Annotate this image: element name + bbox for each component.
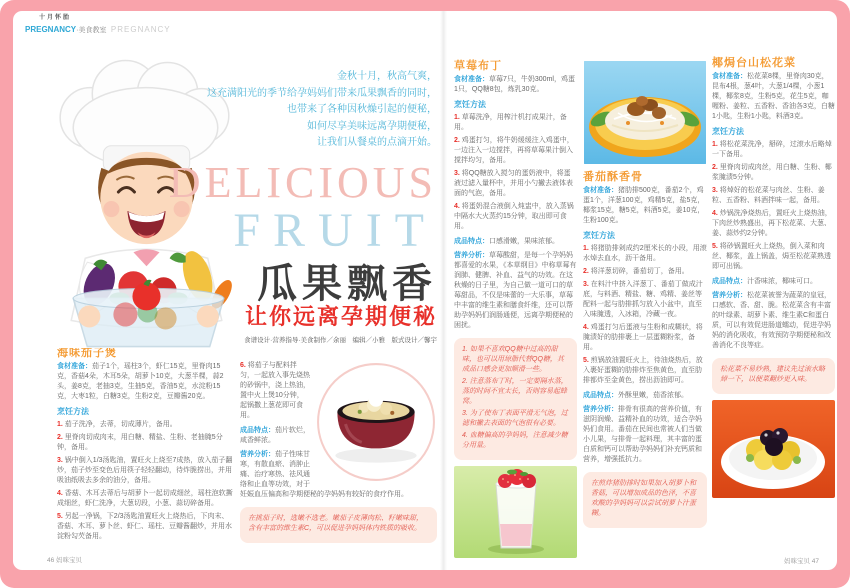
ingredients: 食材准备：草莓7只，牛奶300ml，鸡蛋1只，QQ糖8包，炼乳30克。	[454, 76, 575, 93]
recipe-step: 1. 将猪肋排剁成约2厘米长的小段，用滚水焯去血水，沥干备用。	[583, 245, 707, 262]
recipe-step: 3. 将QQ糖放入搅匀的蛋奶液中，将蛋液过滤入量杯中，并用小勺撇去液体表面的气泡，备用。	[454, 170, 573, 197]
header-section: ·美食教室	[76, 27, 107, 34]
title-chinese-sub: 让你远离孕期便秘	[244, 304, 437, 329]
tip-box: 在煎炸猪肋排时如果加入胡萝卜和香菇，可以增加成品的色泽，不喜欢酸的孕妈妈可以尝试胡萝卜汁蛋糊。	[583, 472, 707, 528]
recipe-step: 3. 锅中倒入1/3汤匙油，置旺火上烧至7成热，放入茄子翻炒，茄子炒至变色后用筷子轻轻翻动，待炸脆捞出，并用吸油纸吸去多余的油分，备用。	[57, 457, 233, 484]
intro-line: 如何尽享美味远离孕期便秘，	[307, 120, 437, 132]
recipe-step: 4. 香菇、木耳去蒂后与胡萝卜一起切成细丝，瑶柱泡软撕成细丝，虾仁洗净，大葱切段，小葱、蒜切碎备用。	[57, 490, 233, 507]
recipe-step: 4. 将蛋奶混合液倒入炖盅中，放入蒸锅中隔水大火蒸约15分钟，取出即可食用。	[454, 203, 574, 230]
recipe-step: 4. 炒锅洗净烧热后，置旺火上烧热油，下肉丝炒熟盛出，再下松花菜、大葱、姜、蒜炒约2分钟。	[712, 210, 832, 237]
recipe-step: 1. 草莓洗净，用榨汁机打成果汁，备用。	[454, 114, 567, 131]
feature: 成品特点：茄片软烂，咸香鲜浓。	[240, 427, 310, 444]
recipe-title: 海味茄子煲	[57, 348, 117, 359]
recipe-step: 1. 茄子洗净，去蒂，切成薄片，备用。	[57, 421, 177, 428]
page-number-left: 46 妈咪宝贝	[47, 557, 83, 564]
magazine-pages	[13, 11, 837, 570]
recipe-step: 2. 鸡蛋打匀，将牛奶缓缓注入鸡蛋中，一边注入一边搅拌，再将草莓果汁倒入搅拌均匀，备用。	[454, 137, 574, 164]
recipe-ribs-column	[583, 61, 707, 528]
title-chinese-main: 瓜果飘香	[257, 262, 437, 306]
recipe-strawberry-column	[454, 61, 577, 558]
recipe-title: 番茄酥香骨	[583, 171, 643, 183]
feature: 成品特点：口感滑嫩，果味浓郁。	[454, 238, 559, 245]
recipe-step: 6. 将茄子与配料拌匀，一起放入事先烧热的砂锅中，浇上热油，置中火上煲10分钟，起锅撒上葱花即可食用。	[240, 362, 310, 419]
recipe-step: 2. 里脊肉切成肉丝，用白糖、生粉、椰浆腌渍5分钟。	[712, 164, 832, 181]
page-gutter	[440, 11, 447, 570]
nutrition: 营养分析：松花菜被誉为蔬菜的皇冠，口感软、香、甜、脆。松花菜含有丰富的叶绿素、胡萝卜素、维生素C和蛋白质，可以有效促进肠道蠕动，促进孕妈妈的消化吸收，有效预防孕期便秘和改善消化不良等症。	[712, 292, 831, 349]
recipe-step: 2. 将洋葱切碎，番茄切丁，备用。	[583, 268, 689, 275]
recipe-title: 椰焗台山松花菜	[712, 57, 796, 69]
ingredients-text: 茄子1个，瑶柱3个，虾仁15克，里脊肉15克，香菇4朵，木耳5朵，胡萝卜10克，大葱半棵，蒜2头，姜8克，老抽3克，生抽5克，香油5克，水淀粉15克，大枣1粒，白糖3克，生粉2克，豆瓣酱20克。	[57, 363, 224, 400]
intro-line: 也带来了各种因秋燥引起的便秘，	[287, 104, 437, 115]
recipe-step: 5. 另起一净锅，下2/3汤匙油置旺火上烧热后，下肉末、香菇、木耳、萝卜丝、虾仁、瑶柱、豆瓣酱翻炒，并用水淀粉勾芡备用。	[57, 513, 232, 540]
recipe-step: 4. 鸡蛋打匀后蛋液与生粉和成糊状，将腌渍好的肋排裹上一层蛋糊粉浆，备用。	[583, 324, 703, 351]
intro-line: 让我们从餐桌的点滴开始。	[317, 137, 437, 148]
recipe-step: 3. 在料汁中挤入洋葱丁、番茄丁做成汁底，与料酒、精盐、糖、鸡精、姜丝等配料一起与肋排抓匀放入小盆中，直至入味腌透，入冰箱，冷藏一夜。	[583, 281, 703, 318]
nutrition: 营养分析：草莓酸甜，是每一个孕妈妈都喜爱的水果，《本草纲目》中称草莓有润肺、健脾、补血、益气的功效。在这秋燥的日子里，为自己做一道可口的草莓甜品，不仅是味蕾的一大乐事，草莓中丰富的维生素和膳食纤维，还可以帮助孕妈妈们润肠通便，远离孕期便秘的困扰。	[454, 252, 577, 329]
ingredients	[57, 362, 233, 402]
intro-line: 这充满阳光的季节给孕妈妈们带来瓜果飘香的同时，	[207, 87, 437, 99]
title-english-fruit: FRUIT	[233, 204, 437, 257]
header-brand: PREGNANCY	[25, 25, 77, 34]
credits-line: 食谱设计·营养指导·美食制作／余丽 编辑／小雅 版式设计／馨宇	[244, 337, 437, 344]
recipe-step: 1. 将松花菜洗净，掰碎，过滚水后略焯一下备用。	[712, 141, 832, 158]
tip-box: 在挑茄子时，选嫩不选老。嫩茄子皮薄肉松、籽嫩味甜，含有丰富的维生素C，可以促进孕妈妈体内铁质的吸收。	[240, 507, 437, 543]
cauliflower-dish-photo	[712, 400, 835, 498]
method-heading: 烹饪方法	[583, 231, 615, 240]
ingredients-label: 食材准备：	[57, 363, 92, 370]
intro-line: 金秋十月，秋高气爽，	[337, 71, 437, 82]
recipe-eggplant-column-2	[240, 361, 437, 543]
feature: 成品特点：外酥里嫩，茄香浓郁。	[583, 392, 688, 399]
recipe-step: 2. 里脊肉切成肉末，用白糖、精盐、生粉、老抽腌5分钟，备用。	[57, 434, 223, 451]
ingredients: 食材准备：松花菜8棵，里脊肉30克，昆布4根，葱4叶，大葱1/4棵，小葱1棵，椰浆8克，生粉5克，花生5克，咖喱粉、姜粒、五香粉、香油各3克，白糖1小匙，生粉1小匙，料酒3克。	[712, 73, 835, 120]
recipe-step: 5. 煎锅放油置旺火上，待油烧热后，放入裹好蛋糊的肋排炸至焦黄色，直至肋排都炸至金黄色，捞出沥油即可。	[583, 357, 703, 384]
tip-box: 1. 如果不喜欢QQ糖中过高的甜味，也可以用琼脂代替QQ糖，其成品口感会更加顺滑一些。 2. 注意蒸布丁时，一定要隔水蒸，蒸的时间不宜太长，否则容易起蜂窝。 3. 为了使布丁表面平滑无气泡，过滤和撇去表面的气泡很有必要。 4. 血糖偏高的孕妈妈，注意减少糖分用量。	[454, 338, 577, 460]
title-english-delicious: DELICIOUS	[168, 158, 437, 207]
recipe-cauliflower-column	[712, 58, 835, 498]
intro-paragraph	[183, 69, 437, 152]
recipe-step: 5. 将砂锅置旺火上烧热，倒入菜和肉丝、椰浆，盖上锅盖，焗至松花菜熟透即可出锅。	[712, 243, 831, 270]
coconut-cauliflower-photo	[583, 61, 707, 164]
recipe-title: 草莓布丁	[454, 60, 502, 72]
tip-box: 松花菜不易炒熟，建议先过滚水略焯一下，以便菜翻炒更入味。	[712, 358, 835, 394]
eggplant-pot-photo	[315, 361, 437, 483]
page-number-right: 妈咪宝贝 47	[783, 558, 819, 565]
nutrition: 营养分析：茄子性味甘寒，有散血瘀、消肿止痛、治疗寒热、祛风通络和止血等功效，对于妊娠血压偏高和孕期便秘的孕妈妈有较好的食疗作用。	[240, 451, 408, 498]
method-heading: 烹饪方法	[454, 100, 486, 109]
recipe-eggplant-column-1	[57, 348, 233, 560]
nutrition: 营养分析：排骨有很高的营养价值，有滋阴润燥、益精补血的功效，适合孕妈妈们食用。番茄在民间也常被人们当做小儿果，与排骨一起料理，其丰富的蛋白质和钙可以帮助孕妈妈们补充钙质和营养，增强抵抗力。	[583, 406, 702, 463]
recipe-step: 3. 将焯好的松花菜与肉丝、生粉、姜粒、五香粉、料酒拌味一起，备用。	[712, 187, 825, 204]
ingredients: 食材准备：猪肋排500克，番茄2个，鸡蛋1个，洋葱100克，鸡精5克，盐5克，椰浆15克，糖5克，料酒5克，姜10克，生粉100克。	[583, 187, 705, 224]
strawberry-pudding-photo	[454, 466, 577, 558]
method-heading: 烹饪方法	[57, 407, 89, 416]
header-tagline: 十月怀胎	[39, 15, 72, 21]
header-watermark: PREGNANCY	[110, 25, 171, 34]
method-heading: 烹饪方法	[712, 127, 744, 136]
page-header	[25, 14, 171, 35]
feature: 成品特点：汁香味浓，椰味可口。	[712, 278, 817, 285]
